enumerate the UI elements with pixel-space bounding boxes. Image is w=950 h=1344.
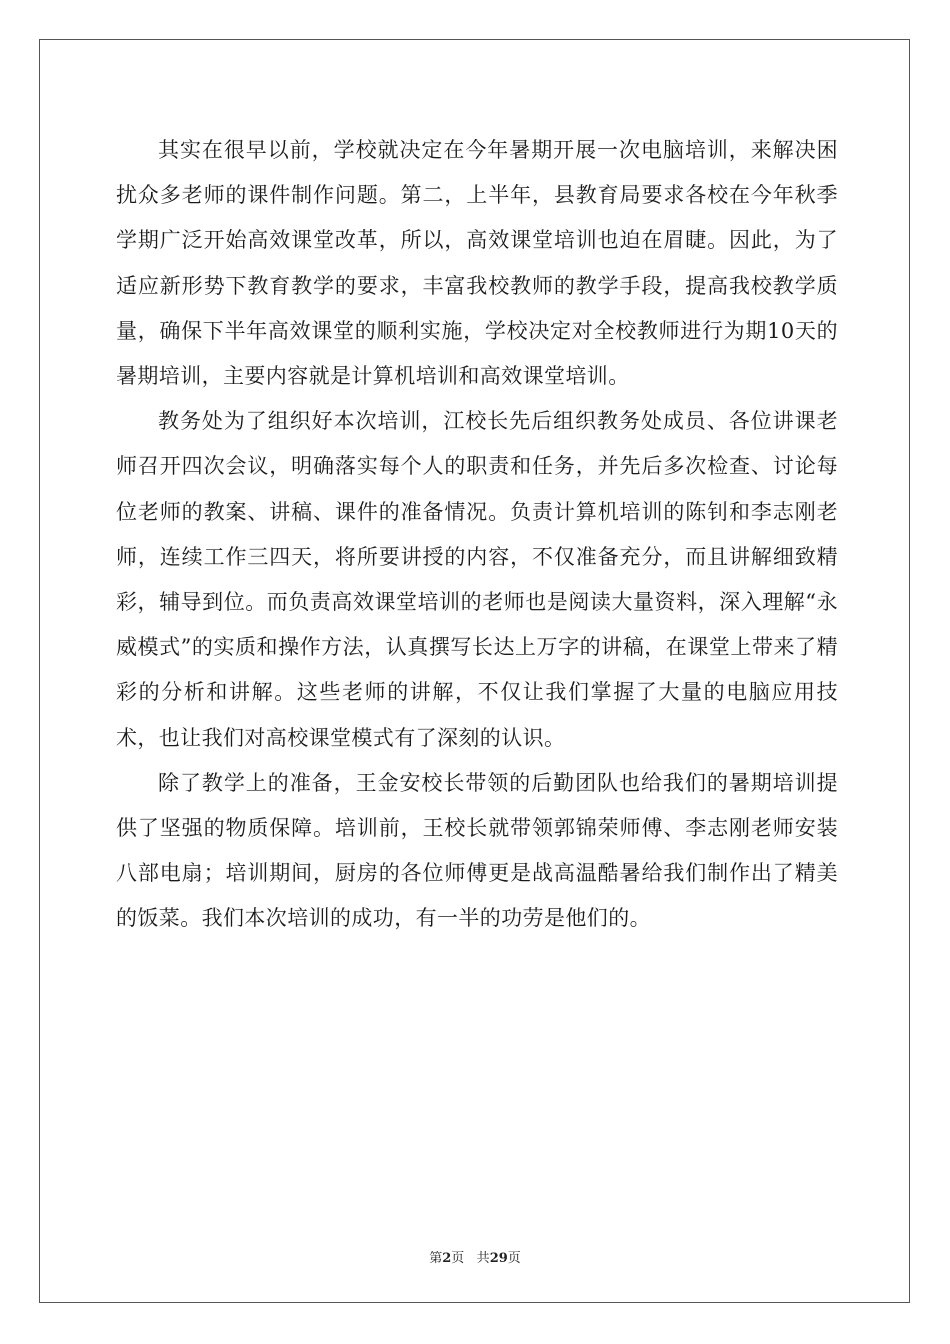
paragraph-3: 除了教学上的准备，王金安校长带领的后勤团队也给我们的暑期培训提供了坚强的物质保障。培训前，王校长就带领郭锦荣师傅、李志刚老师安装八部电扇；培训期间，厨房的各位师傅更是战高温酷暑给我们制作出了精美的饭菜。我们本次培训的成功，有一半的功劳是他们的。 [116, 770, 838, 931]
page-number: 2 [442, 1251, 452, 1266]
page-suffix: 页 [451, 1251, 465, 1266]
page-footer [0, 1247, 950, 1266]
paragraph-2: 教务处为了组织好本次培训，江校长先后组织教务处成员、各位讲课老师召开四次会议，明确落实每个人的职责和任务，并先后多次检查、讨论每位老师的教案、讲稿、课件的准备情况。负责计算机培训的陈钊和李志刚老师，连续工作三四天，将所要讲授的内容，不仅准备充分，而且讲解细致精彩，辅导到位。而负责高效课堂培训的老师也是阅读大量资料，深入理解“永威模式”的实质和操作方法，认真撰写长达上万字的讲稿，在课堂上带来了精彩的分析和讲解。这些老师的讲解，不仅让我们掌握了大量的电脑应用技术，也让我们对高校课堂模式有了深刻的认识。 [116, 409, 838, 750]
total-suffix: 页 [507, 1251, 521, 1266]
total-prefix: 共 [476, 1251, 490, 1266]
document-body [116, 128, 838, 942]
page-prefix: 第 [429, 1251, 443, 1266]
paragraph-1: 其实在很早以前，学校就决定在今年暑期开展一次电脑培训，来解决困扰众多老师的课件制作问题。第二，上半年，县教育局要求各校在今年秋季学期广泛开始高效课堂改革，所以，高效课堂培训也迫在眉睫。因此，为了适应新形势下教育教学的要求，丰富我校教师的教学手段，提高我校教学质量，确保下半年高效课堂的顺利实施，学校决定对全校教师进行为期10天的暑期培训，主要内容就是计算机培训和高效课堂培训。 [116, 138, 838, 389]
total-pages: 29 [489, 1251, 508, 1266]
